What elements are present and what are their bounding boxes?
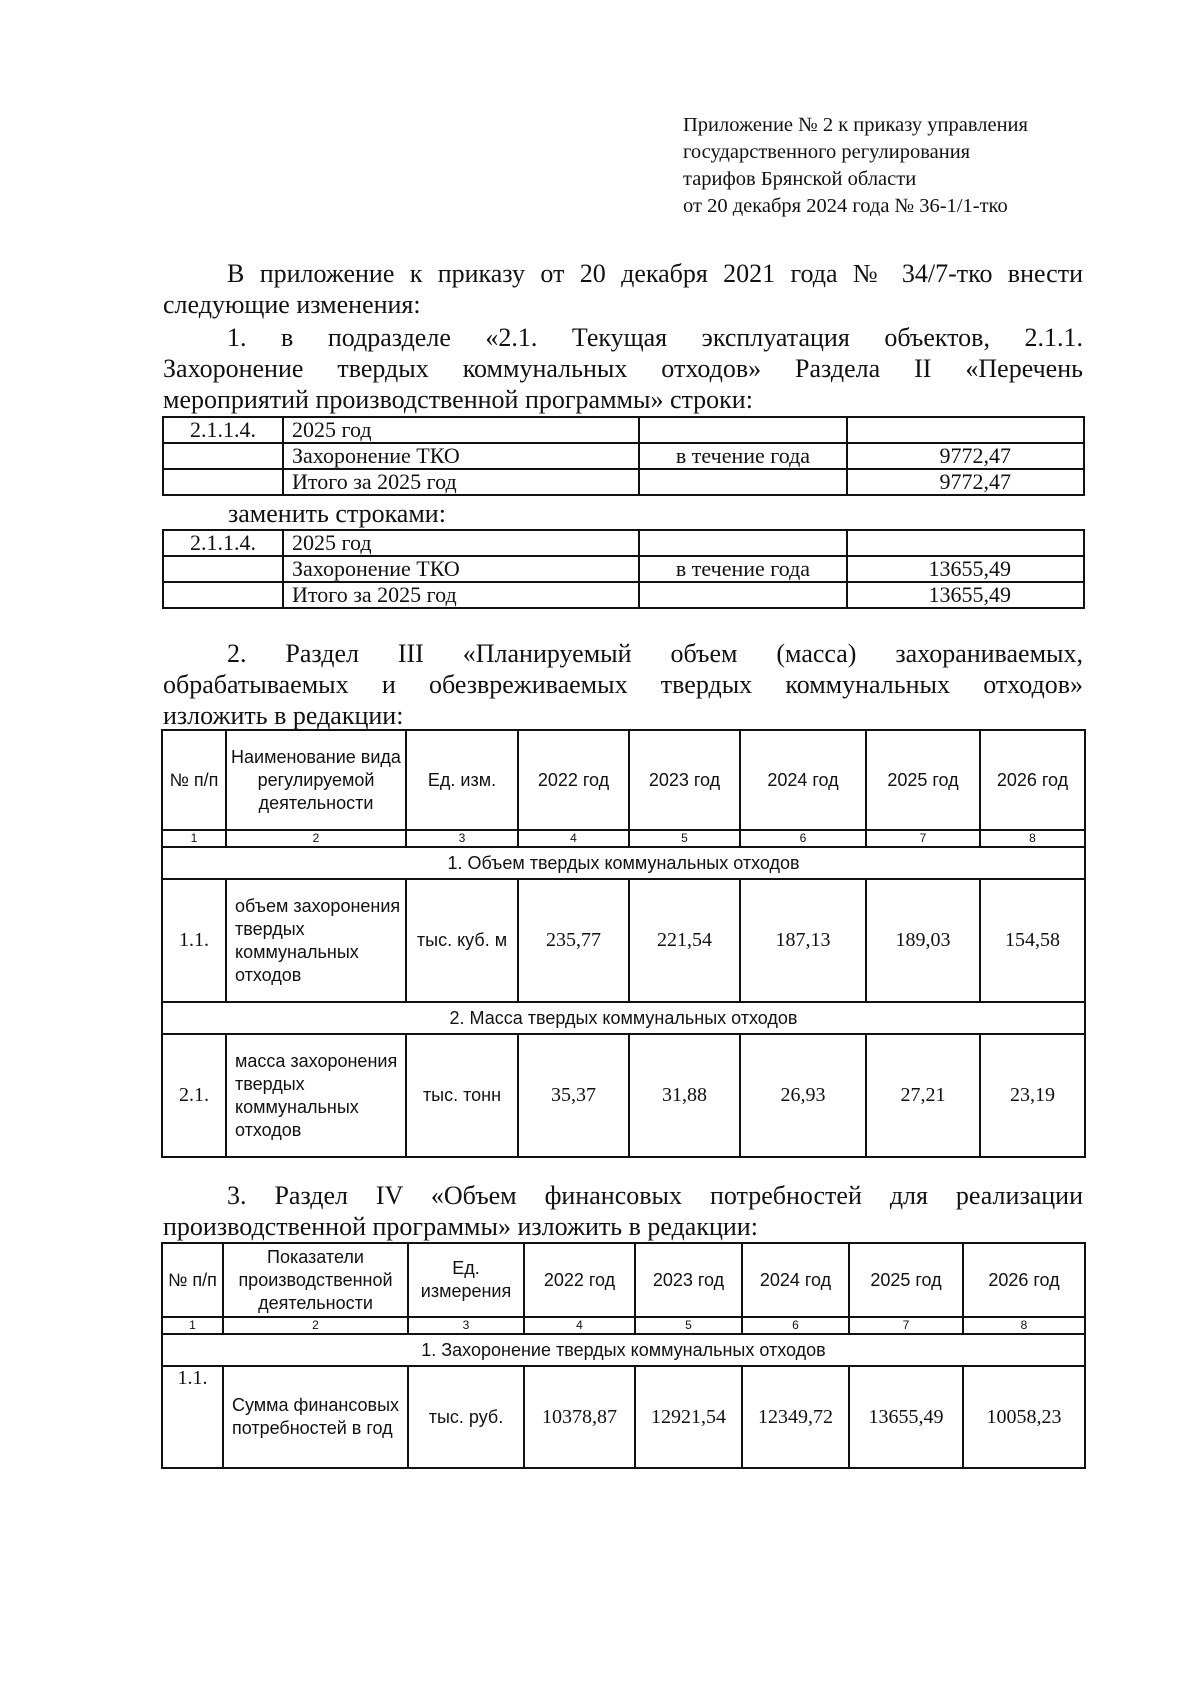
table-cell: 2025 год — [283, 417, 639, 443]
table-cell — [163, 556, 283, 582]
table-cell — [847, 417, 1084, 443]
table-cell: тыс. куб. м — [406, 879, 518, 1002]
table-cell: 26,93 — [740, 1034, 866, 1157]
table-row — [163, 530, 1084, 556]
new-rows-table — [162, 529, 1085, 609]
column-number: 5 — [635, 1317, 742, 1334]
table-header-cell: 2026 год — [980, 730, 1085, 830]
column-number-row — [162, 830, 1085, 847]
table-row — [162, 1366, 1085, 1468]
table-cell: 221,54 — [629, 879, 740, 1002]
table-cell: 13655,49 — [849, 1366, 963, 1468]
table-cell: 1.1. — [162, 1366, 223, 1468]
table-cell: 2.1. — [162, 1034, 226, 1157]
table-cell: 10058,23 — [963, 1366, 1085, 1468]
table-cell: Итого за 2025 год — [283, 582, 639, 608]
item-2-paragraph — [163, 638, 1083, 731]
section-row — [162, 1334, 1085, 1366]
column-number: 4 — [518, 830, 629, 847]
column-number: 7 — [849, 1317, 963, 1334]
table-cell: 2025 год — [283, 530, 639, 556]
item-1-paragraph — [163, 322, 1083, 415]
table-cell: 9772,47 — [847, 443, 1084, 469]
table-cell: 10378,87 — [524, 1366, 635, 1468]
table-header-cell: Ед. изм. — [406, 730, 518, 830]
table-cell: 2.1.1.4. — [163, 530, 283, 556]
table-row — [163, 582, 1084, 608]
table-cell: Захоронение ТКО — [283, 556, 639, 582]
table-header-cell: 2025 год — [849, 1243, 963, 1317]
intro-paragraph — [163, 258, 1083, 320]
section-3-table — [161, 729, 1086, 1158]
table-header-cell: 2023 год — [629, 730, 740, 830]
table-row — [162, 879, 1085, 1002]
header-line: государственного регулирования — [683, 141, 971, 163]
table-row — [163, 469, 1084, 495]
column-number: 5 — [629, 830, 740, 847]
table-cell — [639, 469, 847, 495]
column-number: 1 — [162, 1317, 223, 1334]
table-cell: 9772,47 — [847, 469, 1084, 495]
table-cell: 235,77 — [518, 879, 629, 1002]
item-2-line: обрабатываемых и обезвреживаемых твердых коммунальных отходов» — [163, 670, 1083, 699]
column-number: 7 — [866, 830, 980, 847]
table-cell: тыс. тонн — [406, 1034, 518, 1157]
table-cell: 23,19 — [980, 1034, 1085, 1157]
table-row — [163, 417, 1084, 443]
table-cell: в течение года — [639, 443, 847, 469]
section-row — [162, 847, 1085, 879]
table-header-cell: 2023 год — [635, 1243, 742, 1317]
header-line: тарифов Брянской области — [683, 168, 917, 190]
replace-label: заменить строками: — [228, 499, 446, 528]
table-cell: 13655,49 — [847, 582, 1084, 608]
old-rows-table — [162, 416, 1085, 496]
column-number: 2 — [226, 830, 406, 847]
item-1-line: Захоронение твердых коммунальных отходов» Раздела II «Перечень — [163, 354, 1083, 383]
table-cell — [163, 469, 283, 495]
table-row — [163, 556, 1084, 582]
table-header-cell: 2025 год — [866, 730, 980, 830]
table-cell: 13655,49 — [847, 556, 1084, 582]
item-3-paragraph — [163, 1180, 1083, 1242]
column-number: 3 — [406, 830, 518, 847]
item-3-line: производственной программы» изложить в редакции: — [163, 1212, 758, 1241]
intro-line: В приложение к приказу от 20 декабря 2021 года № 34/7-тко внести — [227, 259, 1083, 288]
table-header-cell: 2024 год — [740, 730, 866, 830]
column-number: 1 — [162, 830, 226, 847]
table-cell: Сумма финансовых потребностей в год — [223, 1366, 408, 1468]
table-cell: 31,88 — [629, 1034, 740, 1157]
column-number: 6 — [740, 830, 866, 847]
table-cell — [639, 530, 847, 556]
table-cell: 12921,54 — [635, 1366, 742, 1468]
column-number: 8 — [980, 830, 1085, 847]
table-cell: в течение года — [639, 556, 847, 582]
column-number: 8 — [963, 1317, 1085, 1334]
column-number: 2 — [223, 1317, 408, 1334]
table-header-row — [162, 730, 1085, 830]
table-header-cell: Наименование вида регулируемой деятельности — [226, 730, 406, 830]
column-number: 6 — [742, 1317, 849, 1334]
table-cell: 187,13 — [740, 879, 866, 1002]
table-cell: масса захоронения твердых коммунальных отходов — [226, 1034, 406, 1157]
table-cell: 12349,72 — [742, 1366, 849, 1468]
column-number: 3 — [408, 1317, 524, 1334]
table-cell: 27,21 — [866, 1034, 980, 1157]
column-number: 4 — [524, 1317, 635, 1334]
table-cell: Захоронение ТКО — [283, 443, 639, 469]
table-header-cell: № п/п — [162, 730, 226, 830]
table-cell: 35,37 — [518, 1034, 629, 1157]
table-cell: 189,03 — [866, 879, 980, 1002]
header-line: Приложение № 2 к приказу управления — [683, 114, 1028, 136]
table-cell — [163, 443, 283, 469]
section-title: 2. Масса твердых коммунальных отходов — [162, 1002, 1085, 1034]
column-number-row — [162, 1317, 1085, 1334]
header-line: от 20 декабря 2024 года № 36-1/1-тко — [683, 195, 1008, 217]
section-row — [162, 1002, 1085, 1034]
table-row — [163, 443, 1084, 469]
table-header-cell: № п/п — [162, 1243, 223, 1317]
document-header — [683, 112, 1103, 220]
table-cell: объем захоронения твердых коммунальных отходов — [226, 879, 406, 1002]
table-header-cell: Ед. измерения — [408, 1243, 524, 1317]
intro-line: следующие изменения: — [163, 290, 421, 319]
item-3-line: 3. Раздел IV «Объем финансовых потребностей для реализации — [227, 1181, 1083, 1210]
table-cell: тыс. руб. — [408, 1366, 524, 1468]
table-cell — [847, 530, 1084, 556]
section-title: 1. Захоронение твердых коммунальных отходов — [162, 1334, 1085, 1366]
table-cell — [639, 582, 847, 608]
section-title: 1. Объем твердых коммунальных отходов — [162, 847, 1085, 879]
item-2-line: 2. Раздел III «Планируемый объем (масса) захораниваемых, — [227, 639, 1083, 668]
item-1-line: 1. в подразделе «2.1. Текущая эксплуатация объектов, 2.1.1. — [227, 323, 1083, 352]
section-4-table — [161, 1242, 1086, 1469]
table-cell: Итого за 2025 год — [283, 469, 639, 495]
table-cell: 1.1. — [162, 879, 226, 1002]
table-header-cell: 2022 год — [518, 730, 629, 830]
table-header-row — [162, 1243, 1085, 1317]
table-header-cell: 2022 год — [524, 1243, 635, 1317]
table-cell — [163, 582, 283, 608]
table-row — [162, 1034, 1085, 1157]
table-header-cell: 2024 год — [742, 1243, 849, 1317]
table-header-cell: Показатели производственной деятельности — [223, 1243, 408, 1317]
table-header-cell: 2026 год — [963, 1243, 1085, 1317]
table-cell: 2.1.1.4. — [163, 417, 283, 443]
item-1-line: мероприятий производственной программы» строки: — [163, 385, 753, 414]
item-2-line: изложить в редакции: — [163, 701, 404, 730]
table-cell: 154,58 — [980, 879, 1085, 1002]
table-cell — [639, 417, 847, 443]
